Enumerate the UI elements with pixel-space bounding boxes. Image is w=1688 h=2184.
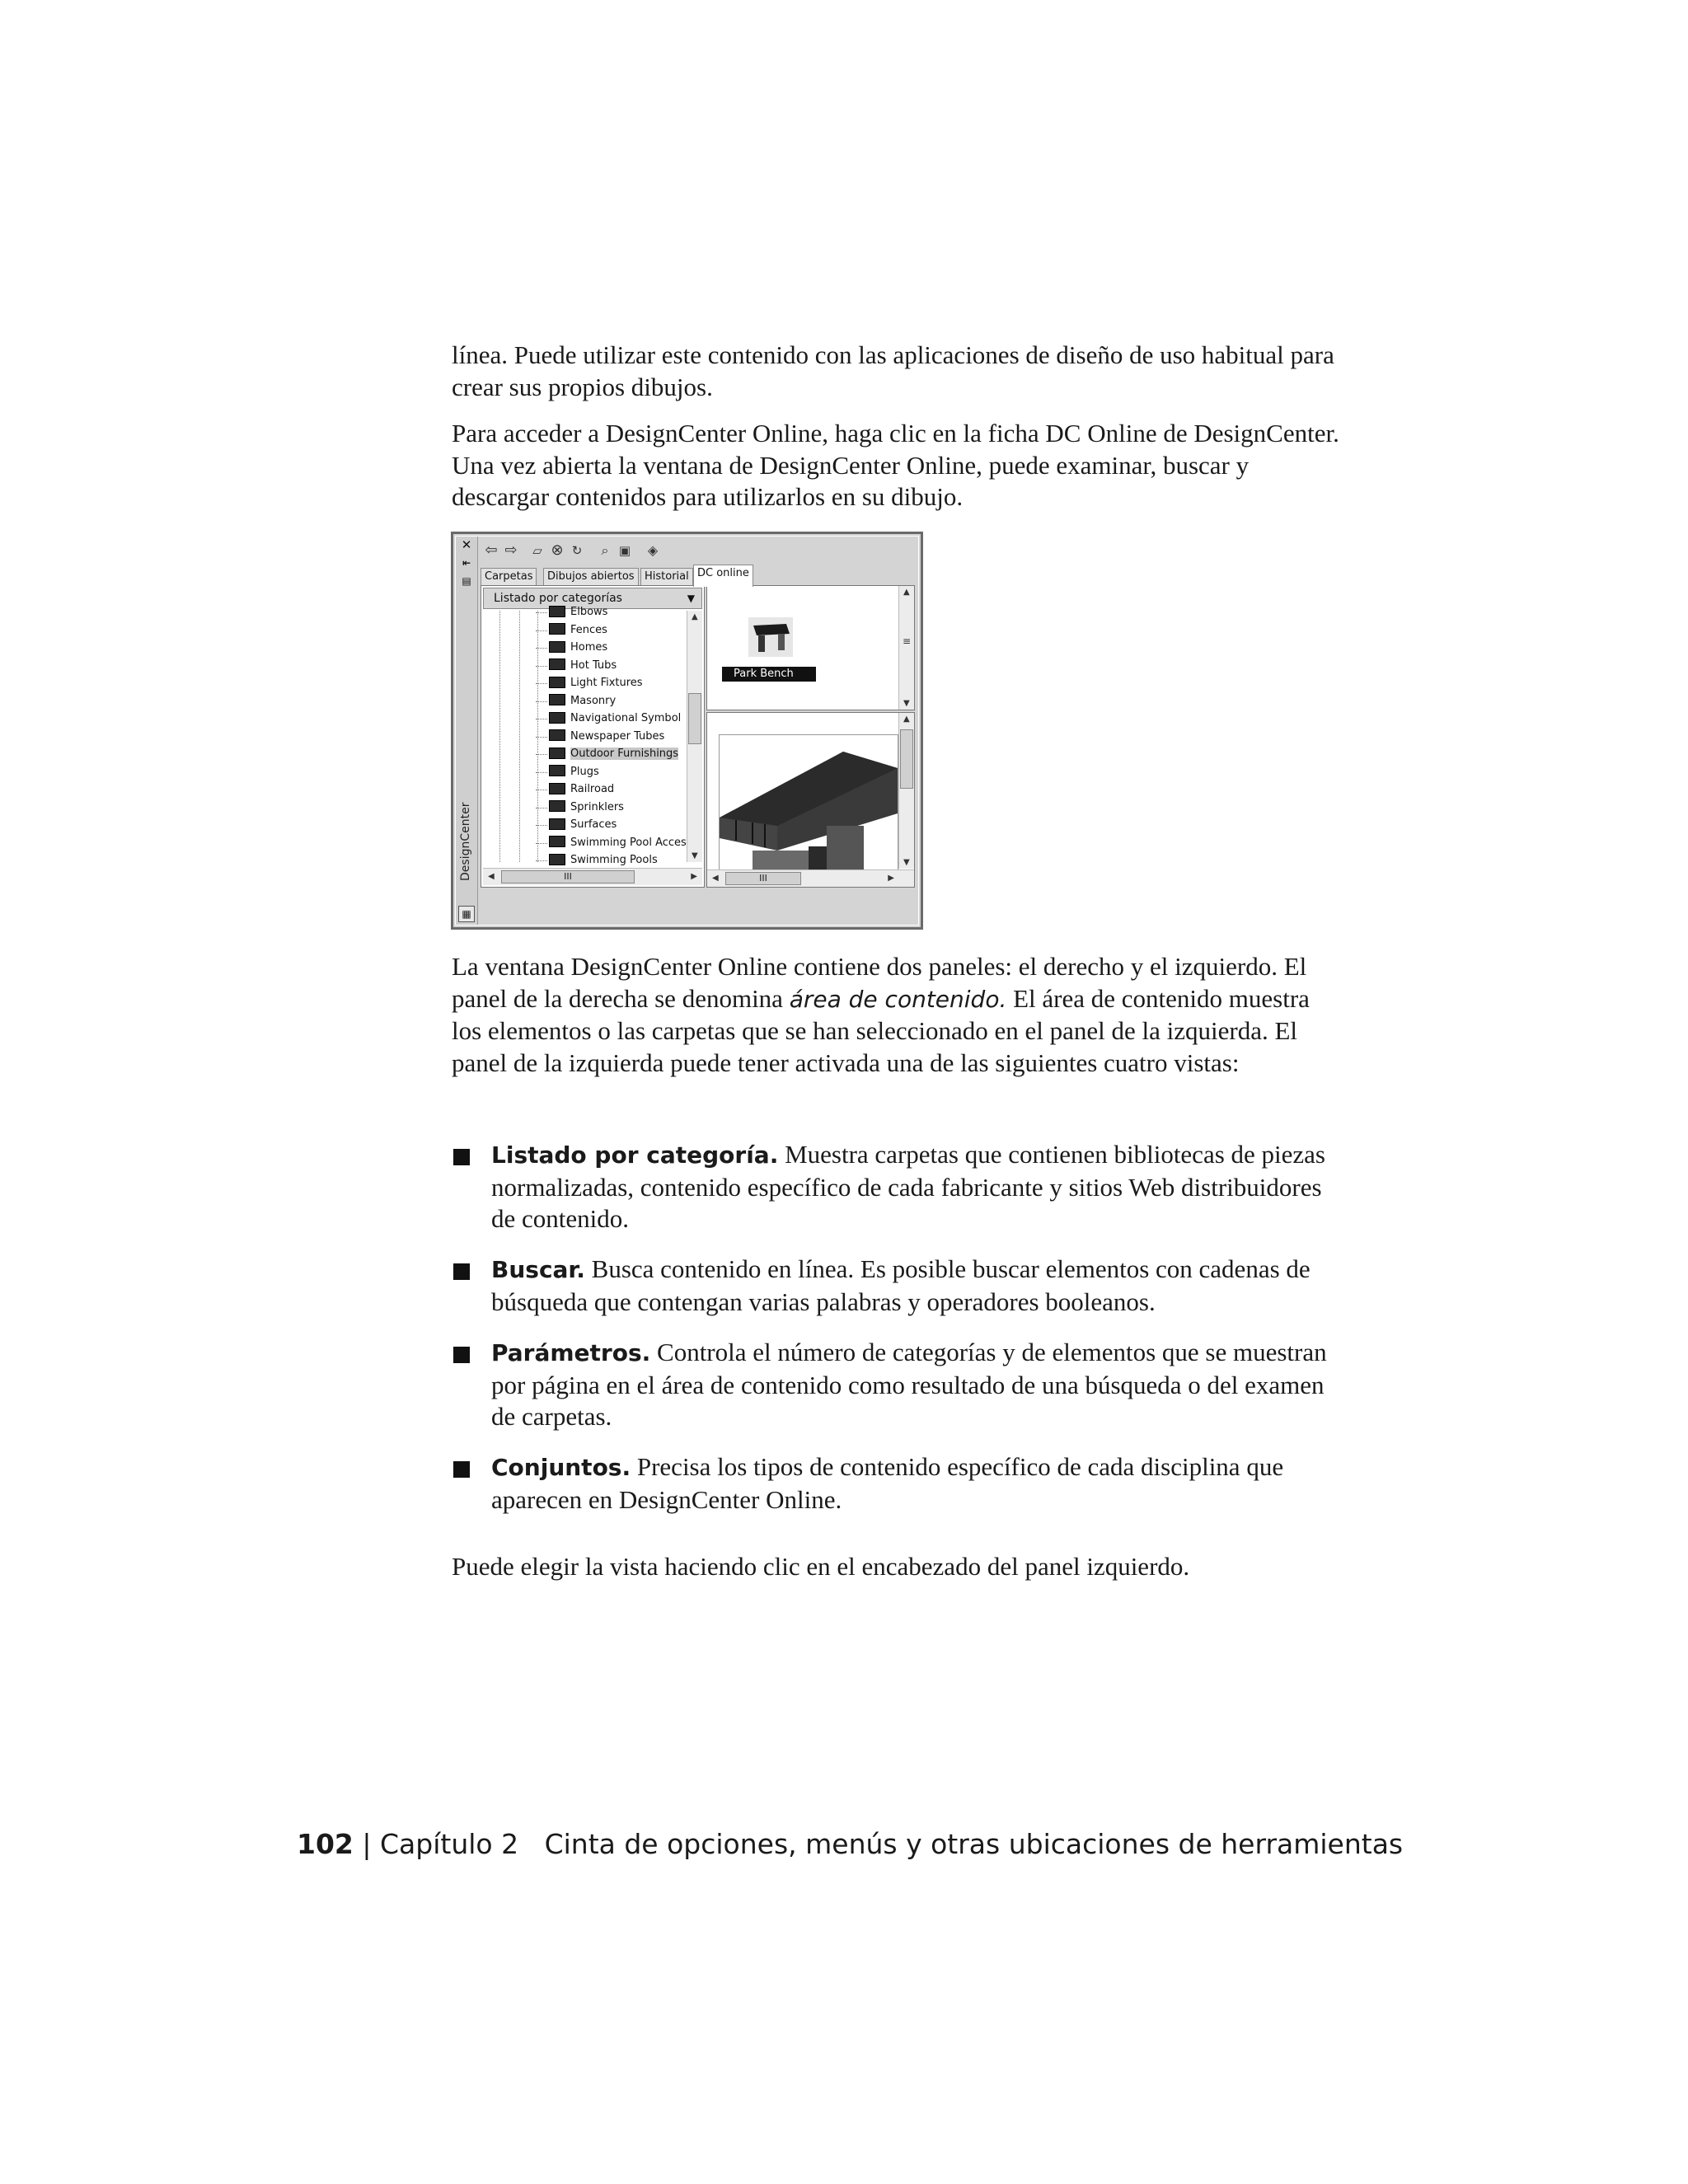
bullet-text: Controla el número de categorías y de elementos que se muestran por página en el área de contenido como resultado de una búsqueda o del examen de carpetas. xyxy=(491,1338,1327,1431)
paragraph-panels-emphasis: área de contenido. xyxy=(789,985,1007,1013)
bullet-listado xyxy=(452,1139,1342,1235)
preview-horizontal-scrollbar[interactable]: ◀ III ▶ xyxy=(707,869,914,887)
tree-item[interactable] xyxy=(549,764,599,780)
folder-icon xyxy=(549,677,565,688)
folder-icon xyxy=(549,694,565,705)
tree-item-label: Navigational Symbol xyxy=(570,712,682,724)
tree-item[interactable] xyxy=(549,746,678,762)
chapter-label: Capítulo 2 xyxy=(380,1828,519,1860)
bullet-buscar xyxy=(452,1254,1342,1318)
preview-area xyxy=(706,712,915,888)
bullet-text: Precisa los tipos de contenido específico de cada disciplina que aparecen en DesignCenter Online. xyxy=(491,1452,1284,1514)
tab-historial[interactable]: Historial xyxy=(640,568,693,585)
tree-item[interactable] xyxy=(549,604,607,621)
tree-item[interactable] xyxy=(549,710,681,727)
paragraph-panels xyxy=(452,951,1342,1079)
bullet-conjuntos xyxy=(452,1451,1342,1516)
tree-item-label: Surfaces xyxy=(570,818,617,831)
folder-icon xyxy=(549,658,565,670)
park-bench-preview xyxy=(719,734,898,872)
folder-icon xyxy=(549,729,565,741)
favorites-icon[interactable]: ▣ xyxy=(618,543,631,558)
left-panel xyxy=(481,585,705,888)
tree-item[interactable] xyxy=(549,799,624,816)
folder-icon xyxy=(549,623,565,635)
folder-icon xyxy=(549,641,565,653)
folder-icon xyxy=(549,836,565,847)
reload-icon[interactable]: ↻ xyxy=(571,543,583,558)
tree-item-label: Railroad xyxy=(570,783,615,795)
tree-item-label: Swimming Pool Acces xyxy=(570,836,687,849)
tree-item-label: Elbows xyxy=(570,606,608,618)
content-area xyxy=(706,585,915,710)
chevron-down-icon: ▼ xyxy=(687,593,695,604)
tree-item-label: Hot Tubs xyxy=(570,658,617,672)
properties-icon[interactable]: ▤ xyxy=(462,575,471,587)
tree-item[interactable] xyxy=(549,675,643,691)
folder-icon xyxy=(549,748,565,759)
paragraph-panels-part2: El área de contenido muestra los elementos o las carpetas que se han seleccionado en el panel de la izquierda. El panel de la izquierda puede tener activada una de las siguientes cuatro vistas: xyxy=(452,983,1310,1077)
paragraph-closing: Puede elegir la vista haciendo clic en el encabezado del panel izquierdo. xyxy=(452,1552,1190,1581)
tree-item[interactable] xyxy=(549,640,607,656)
paragraph-panels-part1: La ventana DesignCenter Online contiene dos paneles: el derecho y el izquierdo. El panel de la derecha se denomina xyxy=(452,952,1307,1013)
park-bench-thumbnail-icon[interactable] xyxy=(748,617,793,657)
up-folder-icon[interactable]: ▱ xyxy=(532,543,542,558)
bullet-square-icon xyxy=(453,1263,470,1280)
tree-item-label: Plugs xyxy=(570,765,599,778)
tree-item[interactable] xyxy=(549,658,617,674)
tree-item-label: Light Fixtures xyxy=(570,677,643,689)
bullet-text: Busca contenido en línea. Es posible buscar elementos con cadenas de búsqueda que contengan varias palabras y operadores booleanos. xyxy=(491,1254,1311,1316)
tree-item[interactable] xyxy=(549,693,616,710)
auto-hide-icon[interactable]: ⇤ xyxy=(462,557,471,569)
scroll-grip[interactable]: III xyxy=(501,870,635,883)
bullet-square-icon xyxy=(453,1149,470,1165)
designcenter-side-bar xyxy=(456,537,478,925)
bullet-term: Conjuntos. xyxy=(491,1454,631,1481)
tab-dibujos-abiertos[interactable]: Dibujos abiertos xyxy=(543,568,639,585)
content-vertical-scrollbar[interactable]: ▲ ≡ ▼ xyxy=(898,586,914,710)
bullet-parametros xyxy=(452,1337,1342,1433)
search-icon[interactable]: ⌕ xyxy=(601,542,609,558)
tree-item-label: Masonry xyxy=(570,694,617,707)
tree-item[interactable] xyxy=(549,817,617,833)
folder-icon xyxy=(549,854,565,865)
page-number: 102 xyxy=(297,1828,354,1860)
folder-icon xyxy=(549,765,565,776)
tree-item[interactable] xyxy=(549,781,614,798)
tree-item[interactable] xyxy=(549,729,664,745)
park-bench-label[interactable]: Park Bench xyxy=(722,667,816,682)
view-options-icon[interactable]: ▦ xyxy=(458,906,475,922)
folder-icon xyxy=(549,606,565,617)
toolbar xyxy=(481,540,915,561)
view-dropdown-label: Listado por categorías xyxy=(494,592,622,605)
tree-item[interactable] xyxy=(549,835,687,851)
folder-icon xyxy=(549,712,565,724)
footer-separator: | xyxy=(362,1828,372,1860)
tree-item-label: Outdoor Furnishings xyxy=(570,748,679,760)
tree-vertical-scrollbar[interactable]: ▲ ▼ xyxy=(687,611,702,862)
tree-item-label: Homes xyxy=(570,641,608,654)
park-bench-preview-image xyxy=(720,735,898,871)
home-icon[interactable]: ◈ xyxy=(647,542,659,558)
tree-item[interactable] xyxy=(549,852,658,869)
bullet-term: Parámetros. xyxy=(491,1339,651,1366)
folder-icon xyxy=(549,800,565,812)
folder-icon xyxy=(549,818,565,830)
folder-icon xyxy=(549,783,565,794)
forward-arrow-icon[interactable]: ⇨ xyxy=(504,541,518,559)
close-icon[interactable]: ✕ xyxy=(461,537,472,552)
bullet-text: Muestra carpetas que contienen bibliotecas de piezas normalizadas, contenido específico de cada fabricante y sitios Web distribuidores de contenido. xyxy=(491,1140,1325,1233)
tab-bar xyxy=(481,565,915,584)
tree-horizontal-scrollbar[interactable]: ◀ III ▶ xyxy=(483,868,702,885)
tab-carpetas[interactable]: Carpetas xyxy=(481,568,537,585)
tab-dc-online[interactable]: DC online xyxy=(693,565,753,587)
designcenter-title: DesignCenter xyxy=(459,802,472,881)
chapter-title: Cinta de opciones, menús y otras ubicaciones de herramientas xyxy=(544,1828,1404,1860)
bullet-term: Listado por categoría. xyxy=(491,1141,779,1169)
back-arrow-icon[interactable]: ⇦ xyxy=(485,541,498,559)
tree-item[interactable] xyxy=(549,622,607,639)
paragraph-access: Para acceder a DesignCenter Online, haga clic en la ficha DC Online de DesignCenter. Una vez abierta la ventana de DesignCenter Online, puede examinar, buscar y descargar contenidos para utilizarlos en su dibujo. xyxy=(452,419,1339,511)
paragraph-intro: línea. Puede utilizar este contenido con las aplicaciones de diseño de uso habitual para crear sus propios dibujos. xyxy=(452,340,1334,401)
page-footer xyxy=(297,1828,1403,1860)
bullet-term: Buscar. xyxy=(491,1256,585,1283)
bullet-square-icon xyxy=(453,1461,470,1478)
tree-item-label: Sprinklers xyxy=(570,800,624,813)
tree-item-label: Newspaper Tubes xyxy=(570,729,665,743)
designcenter-screenshot xyxy=(451,532,923,930)
stop-icon[interactable]: ⊗ xyxy=(551,541,564,559)
tree-item-label: Swimming Pools xyxy=(570,854,658,866)
category-tree xyxy=(483,606,687,866)
tree-item-label: Fences xyxy=(570,623,607,636)
bullet-square-icon xyxy=(453,1347,470,1363)
preview-scroll-grip[interactable]: III xyxy=(725,872,801,885)
preview-vertical-scrollbar[interactable]: ▲ ▼ xyxy=(898,713,914,869)
